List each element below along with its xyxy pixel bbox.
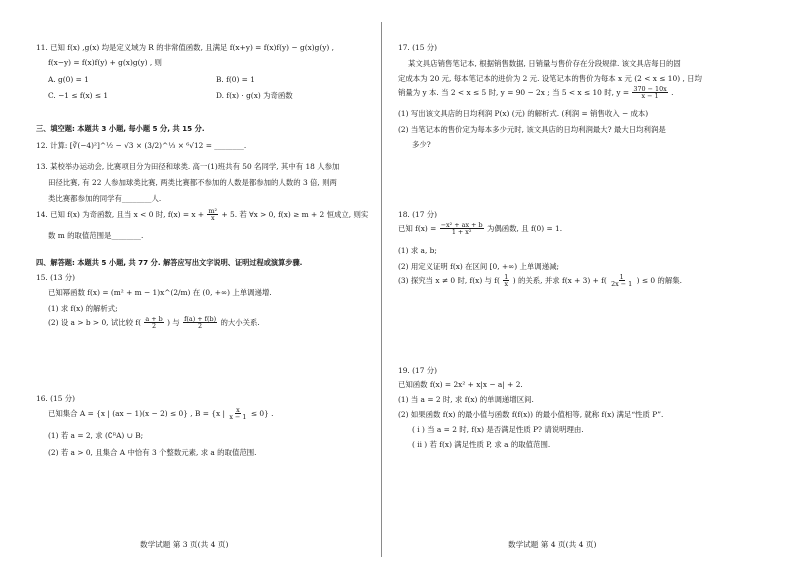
q12 bbox=[36, 141, 246, 150]
q14-line2: 数 m 的取值范围是________. bbox=[48, 231, 144, 240]
q15-sub2-text-a: (2) 设 a > b > 0, 试比较 f( bbox=[48, 317, 142, 327]
q17-frac-den: x − 1 bbox=[641, 92, 659, 101]
q12-expression: 12. 计算: [∛(−4)²]^½ − √3 × (3/2)^⅓ × ⁶√12 = bbox=[36, 141, 212, 150]
q18-frac-den: 1 + x² bbox=[451, 228, 472, 237]
q16-sub2: (2) 若 a > 0, 且集合 A 中恰有 3 个整数元素, 求 a 的取值范围. bbox=[48, 448, 257, 457]
q18-sub3-text-b: ) 的关系, 并求 f(x + 3) + f( bbox=[512, 275, 607, 285]
q18-sub3-text-a: (3) 探究当 x ≠ 0 时, f(x) 与 f( bbox=[398, 275, 500, 285]
q17-line3 bbox=[398, 86, 673, 100]
q18-text-b: 为偶函数, 且 f(0) = 1. bbox=[486, 223, 563, 233]
q17-sub1: (1) 写出该文具店的日均利润 P(x) (元) 的解析式. (利润 = 销售收入 − 成本) bbox=[398, 109, 649, 118]
q15-frac2-num: f(a) + f(b) bbox=[184, 315, 217, 323]
q14-line1 bbox=[36, 208, 368, 222]
q18-sub1: (1) 求 a, b; bbox=[398, 246, 437, 255]
q17-sub2b: 多少? bbox=[412, 140, 431, 149]
q18-frac2-num: 1 bbox=[504, 273, 509, 281]
right-page bbox=[392, 0, 800, 579]
q11-option-c: C. −1 ≤ f(x) ≤ 1 bbox=[48, 91, 109, 100]
q15-sub2-text-b: ) 与 bbox=[167, 317, 180, 327]
q17-frac-num: 370 − 10x bbox=[633, 85, 667, 93]
q17-line2: 定成本为 20 元, 每本笔记本的进价为 2 元. 设笔记本的售价为每本 x 元 (2 < x ≤ 10) , 日均 bbox=[398, 74, 702, 83]
q15-sub2-text-c: 的大小关系. bbox=[220, 317, 260, 327]
q19-sub1: (1) 当 a = 2 时, 求 f(x) 的单调递增区间. bbox=[398, 395, 534, 404]
q14-frac-den: x bbox=[210, 214, 215, 223]
q15-line1: 已知幂函数 f(x) = (m² + m − 1)x^(2/m) 在 (0, +∞) 上单调递增. bbox=[48, 288, 272, 297]
q18-frac-num: −x² + ax + b bbox=[440, 221, 483, 229]
q16-text-a: 已知集合 A = {x | (ax − 1)(x − 2) ≤ 0} , B = {x | bbox=[48, 408, 226, 418]
q11-option-d: D. f(x) · g(x) 为奇函数 bbox=[216, 91, 293, 100]
q15-frac2-den: 2 bbox=[198, 322, 203, 331]
q13-line3: 类比赛都参加的同学有________人. bbox=[48, 194, 162, 203]
q16-frac-num: x bbox=[236, 406, 240, 414]
q18-text-a: 已知 f(x) = bbox=[398, 223, 437, 233]
q17-fraction bbox=[632, 86, 667, 100]
q18-head: 18. (17 分) bbox=[398, 210, 438, 219]
q19-line1: 已知函数 f(x) = 2x² + x|x − a| + 2. bbox=[398, 380, 523, 389]
q11-option-b: B. f(0) = 1 bbox=[216, 75, 255, 84]
q15-head: 15. (13 分) bbox=[36, 273, 76, 282]
q18-frac3-den: 2x − 1 bbox=[611, 280, 633, 289]
q16-line1 bbox=[48, 407, 274, 421]
q16-sub1: (1) 若 a = 2, 求 (∁ᴿA) ∪ B; bbox=[48, 431, 144, 440]
q11-option-a: A. g(0) = 1 bbox=[48, 75, 89, 84]
q18-frac2-den: x bbox=[504, 280, 509, 289]
q15-fraction-1 bbox=[144, 316, 163, 330]
q16-frac-den: x − 1 bbox=[229, 413, 247, 422]
q16-text-b: ≤ 0} . bbox=[250, 408, 274, 418]
q19-sub2: (2) 如果函数 f(x) 的最小值与函数 f(f(x)) 的最小值相等, 就称 f(x) 满足“性质 P”. bbox=[398, 410, 664, 419]
q14-text-a: 14. 已知 f(x) 为奇函数, 且当 x < 0 时, f(x) = x + bbox=[36, 209, 205, 219]
q11-line1: 11. 已知 f(x) ,g(x) 均是定义域为 R 的非常值函数, 且满足 f(x+y) = f(x)f(y) − g(x)g(y) , bbox=[36, 43, 334, 52]
q14-text-b: + 5. 若 ∀x > 0, f(x) ≥ m + 2 恒成立, 则实 bbox=[221, 209, 369, 219]
q17-line1: 某文具店销售笔记本, 根据销售数据, 日销量与售价存在分段规律. 该文具店每日的固 bbox=[408, 59, 681, 68]
q18-line1 bbox=[398, 222, 562, 236]
page-divider bbox=[381, 22, 382, 557]
q15-fraction-2 bbox=[183, 316, 217, 330]
q12-blank: ________. bbox=[214, 141, 247, 150]
q18-sub3 bbox=[398, 274, 682, 288]
left-page-footer: 数学试题 第 3 页(共 4 页) bbox=[140, 540, 229, 549]
section-3-heading: 三、填空题: 本题共 3 小题, 每小题 5 分, 共 15 分. bbox=[36, 124, 205, 133]
q19-sub2ii: ( ii ) 若 f(x) 满足性质 P, 求 a 的取值范围. bbox=[412, 440, 551, 449]
q16-head: 16. (15 分) bbox=[36, 394, 76, 403]
section-4-heading: 四、解答题: 本题共 5 小题, 共 77 分. 解答应写出文字说明、证明过程或演算步骤. bbox=[36, 258, 303, 267]
q15-frac1-num: a + b bbox=[145, 315, 163, 323]
q13-line2: 田径比赛, 有 22 人参加球类比赛, 两类比赛都不参加的人数是都参加的人数的 3 倍, 则两 bbox=[48, 178, 337, 187]
q18-sub3-text-c: ) ≤ 0 的解集. bbox=[636, 275, 682, 285]
q15-sub1: (1) 求 f(x) 的解析式; bbox=[48, 304, 118, 313]
q18-fraction bbox=[440, 222, 484, 236]
q16-fraction bbox=[228, 407, 247, 421]
q15-frac1-den: 2 bbox=[152, 322, 157, 331]
q17-text-a: 销量为 y 本. 当 2 < x ≤ 5 时, y = 90 − 2x ; 当 5 < x ≤ 10 时, y = bbox=[398, 87, 630, 97]
q18-sub2: (2) 用定义证明 f(x) 在区间 [0, +∞) 上单调递减; bbox=[398, 262, 559, 271]
q17-sub2a: (2) 当笔记本的售价定为每本多少元时, 该文具店的日均利润最大? 最大日均利润是 bbox=[398, 125, 666, 134]
q17-head: 17. (15 分) bbox=[398, 43, 438, 52]
q14-frac-num: m² bbox=[208, 207, 218, 215]
right-page-footer: 数学试题 第 4 页(共 4 页) bbox=[508, 540, 597, 549]
q15-sub2 bbox=[48, 316, 260, 330]
q17-text-b: . bbox=[671, 87, 674, 97]
q19-sub2i: ( i ) 当 a = 2 时, f(x) 是否满足性质 P? 请说明理由. bbox=[412, 425, 584, 434]
q18-fraction-3 bbox=[610, 274, 633, 288]
q18-frac3-num: 1 bbox=[619, 273, 624, 281]
q19-head: 19. (17 分) bbox=[398, 366, 438, 375]
q14-fraction bbox=[207, 208, 218, 222]
q13-line1: 13. 某校举办运动会, 比赛项目分为田径和球类. 高一(1)班共有 50 名同学, 其中有 18 人参加 bbox=[36, 162, 340, 171]
left-page bbox=[0, 0, 390, 579]
q18-fraction-2 bbox=[503, 274, 509, 288]
q11-line2: f(x−y) = f(x)f(y) + g(x)g(y) , 则 bbox=[48, 58, 162, 67]
